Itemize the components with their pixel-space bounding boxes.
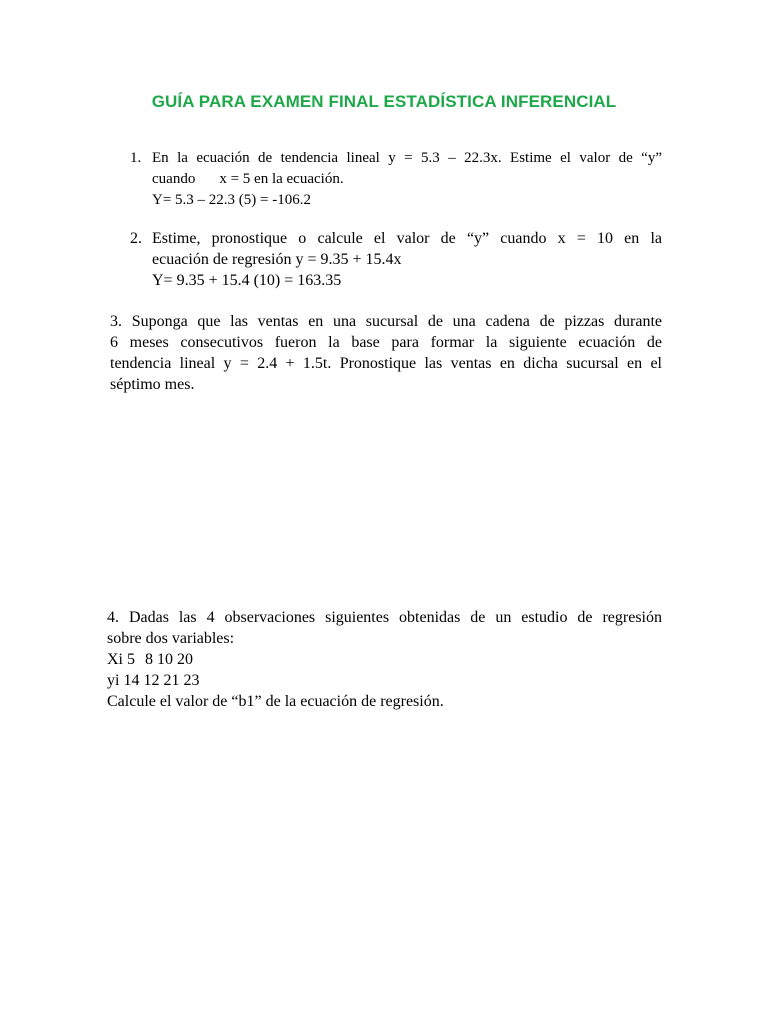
question-4-line-2: sobre dos variables: bbox=[107, 630, 235, 647]
question-1-answer: Y= 5.3 – 22.3 (5) = -106.2 bbox=[152, 192, 311, 208]
question-1 bbox=[130, 148, 662, 211]
question-2-line-2: ecuación de regresión y = 9.35 + 15.4x bbox=[152, 251, 402, 268]
question-2-number: 2. bbox=[130, 230, 142, 247]
question-1-line-2-b: x = 5 en la ecuación. bbox=[219, 171, 344, 187]
question-4 bbox=[107, 607, 662, 712]
question-4-xi-values: 8 10 20 bbox=[145, 651, 193, 668]
question-3-line-2: 6 meses consecutivos fueron la base para formar la siguiente ecuación de bbox=[110, 334, 662, 351]
question-4-yi-row: yi 14 12 21 23 bbox=[107, 672, 200, 689]
question-4-xi-label: Xi 5 bbox=[107, 651, 135, 668]
question-4-xi-row bbox=[107, 649, 662, 670]
question-2 bbox=[130, 228, 662, 291]
question-2-answer: Y= 9.35 + 15.4 (10) = 163.35 bbox=[152, 272, 342, 289]
question-1-line-2 bbox=[152, 169, 662, 190]
question-4-line-1: 4. Dadas las 4 observaciones siguientes obtenidas de un estudio de regresión bbox=[107, 609, 662, 626]
question-4-line-5: Calcule el valor de “b1” de la ecuación de regresión. bbox=[107, 693, 444, 710]
question-1-line-1: En la ecuación de tendencia lineal y = 5.3 – 22.3x. Estime el valor de “y” bbox=[152, 150, 662, 166]
document-title: GUÍA PARA EXAMEN FINAL ESTADÍSTICA INFERENCIAL bbox=[151, 92, 617, 111]
question-1-number: 1. bbox=[130, 150, 142, 166]
question-3-line-1: 3. Suponga que las ventas en una sucursal de una cadena de pizzas durante bbox=[110, 313, 662, 330]
question-1-line-2-a: cuando bbox=[152, 171, 196, 187]
question-3-line-4: séptimo mes. bbox=[110, 376, 195, 393]
question-2-line-1: Estime, pronostique o calcule el valor de “y” cuando x = 10 en la bbox=[152, 230, 662, 247]
question-3 bbox=[110, 311, 662, 395]
question-3-line-3: tendencia lineal y = 2.4 + 1.5t. Pronostique las ventas en dicha sucursal en el bbox=[110, 355, 662, 372]
